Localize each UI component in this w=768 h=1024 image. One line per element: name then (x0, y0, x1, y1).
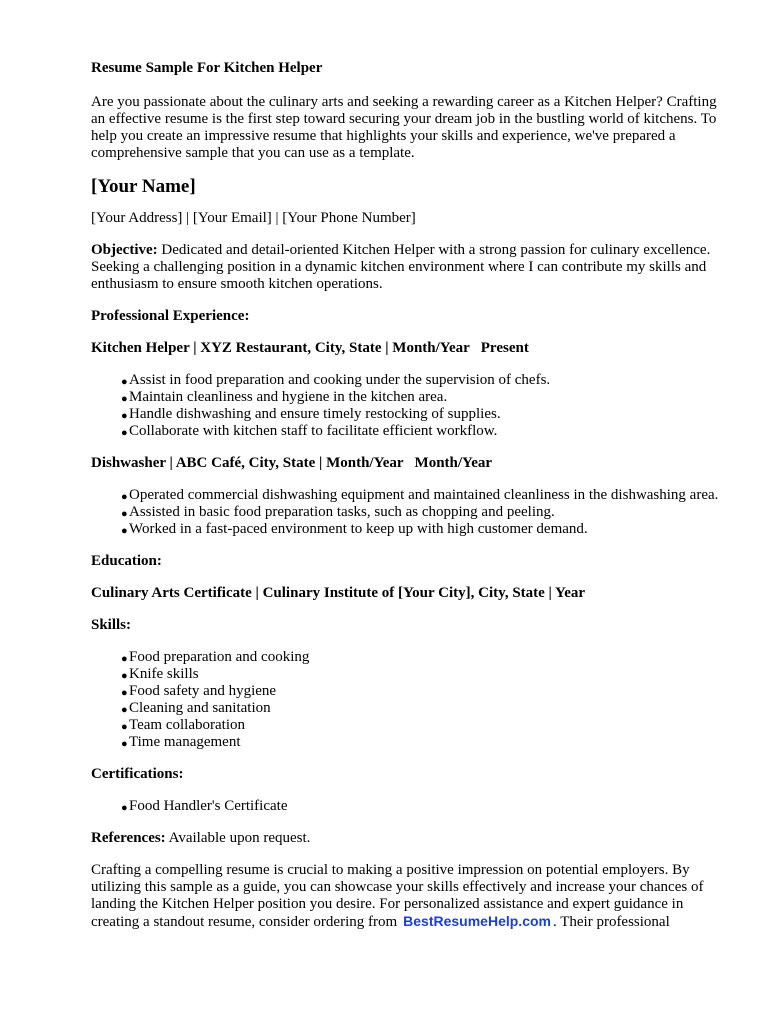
list-item (121, 423, 731, 440)
education-entry: Culinary Arts Certificate | Culinary Institute of [Your City], City, State | Year (91, 585, 586, 601)
bullet-text: Assisted in basic food preparation tasks, such as chopping and peeling. (129, 504, 555, 520)
list-item (121, 521, 731, 538)
bullet-text: Operated commercial dishwashing equipment and maintained cleanliness in the dishwashing area. (129, 487, 719, 503)
objective-text: Dedicated and detail-oriented Kitchen Helper with a strong passion for culinary excellence. Seeking a challenging position in a dynamic kitchen environment where I can contribute my skills and enthusiasm to ensure smooth kitchen operations. (91, 242, 711, 292)
closing-paragraph (91, 862, 731, 931)
skill-text: Time management (129, 734, 241, 750)
skill-text: Food preparation and cooking (129, 649, 310, 665)
intro-paragraph: Are you passionate about the culinary arts and seeking a rewarding career as a Kitchen Helper? Crafting an effective resume is the first step toward securing your dream job in the bustling world of kitchens. To help you create an impressive resume that highlights your skills and experience, we've prepared a comprehensive sample that you can use as a template. (91, 94, 717, 161)
bullet-icon: ● (121, 427, 128, 439)
resume-name: [Your Name] (91, 176, 196, 197)
objective-label: Objective: (91, 242, 158, 258)
skill-text: Team collaboration (129, 717, 245, 733)
list-item (121, 798, 731, 815)
bullet-text: Collaborate with kitchen staff to facilitate efficient workflow. (129, 423, 498, 439)
document-page (91, 60, 731, 931)
skill-text: Food safety and hygiene (129, 683, 277, 699)
job-bullets-kitchen-helper (91, 372, 731, 440)
bullet-icon: ● (121, 687, 128, 699)
best-resume-help-link[interactable]: BestResumeHelp.com (403, 913, 551, 929)
closing-tail: . Their professional (552, 914, 670, 930)
bullet-text: Worked in a fast-paced environment to keep up with high customer demand. (129, 521, 588, 537)
bullet-icon: ● (121, 393, 128, 405)
references-text: Available upon request. (168, 830, 311, 846)
bullet-icon: ● (121, 410, 128, 422)
skill-text: Cleaning and sanitation (129, 700, 271, 716)
bullet-icon: ● (121, 704, 128, 716)
bullet-icon: ● (121, 491, 128, 503)
bullet-icon: ● (121, 721, 128, 733)
list-item (121, 683, 731, 700)
bullet-text: Handle dishwashing and ensure timely restocking of supplies. (129, 406, 501, 422)
experience-heading: Professional Experience: (91, 308, 250, 324)
objective-paragraph (91, 242, 731, 293)
certification-text: Food Handler's Certificate (129, 798, 288, 814)
bullet-icon: ● (121, 802, 128, 814)
certifications-heading: Certifications: (91, 766, 184, 782)
list-item (121, 649, 731, 666)
bullet-text: Assist in food preparation and cooking under the supervision of chefs. (129, 372, 551, 388)
list-item (121, 717, 731, 734)
list-item (121, 504, 731, 521)
contact-line: [Your Address] | [Your Email] | [Your Phone Number] (91, 210, 416, 226)
document-title: Resume Sample For Kitchen Helper (91, 60, 323, 76)
references-paragraph (91, 830, 731, 847)
job-bullets-dishwasher (91, 487, 731, 538)
skills-list (91, 649, 731, 751)
list-item (121, 734, 731, 751)
skill-text: Knife skills (129, 666, 199, 682)
job-heading-dishwasher: Dishwasher | ABC Café, City, State | Month/Year Month/Year (91, 455, 493, 471)
bullet-icon: ● (121, 525, 128, 537)
list-item (121, 406, 731, 423)
certifications-list (91, 798, 731, 815)
bullet-text: Maintain cleanliness and hygiene in the kitchen area. (129, 389, 448, 405)
bullet-icon: ● (121, 738, 128, 750)
list-item (121, 372, 731, 389)
list-item (121, 487, 731, 504)
list-item (121, 389, 731, 406)
bullet-icon: ● (121, 508, 128, 520)
references-label: References: (91, 830, 166, 846)
bullet-icon: ● (121, 376, 128, 388)
list-item (121, 700, 731, 717)
bullet-icon: ● (121, 653, 128, 665)
bullet-icon: ● (121, 670, 128, 682)
closing-text: Crafting a compelling resume is crucial to making a positive impression on potential employers. By utilizing this sample as a guide, you can showcase your skills effectively and increase your chances of landing the Kitchen Helper position you desire. For personalized assistance and expert guidance in creating a standout resume, consider ordering from (91, 862, 704, 930)
list-item (121, 666, 731, 683)
job-heading-kitchen-helper: Kitchen Helper | XYZ Restaurant, City, State | Month/Year Present (91, 340, 529, 356)
skills-heading: Skills: (91, 617, 132, 633)
education-heading: Education: (91, 553, 162, 569)
